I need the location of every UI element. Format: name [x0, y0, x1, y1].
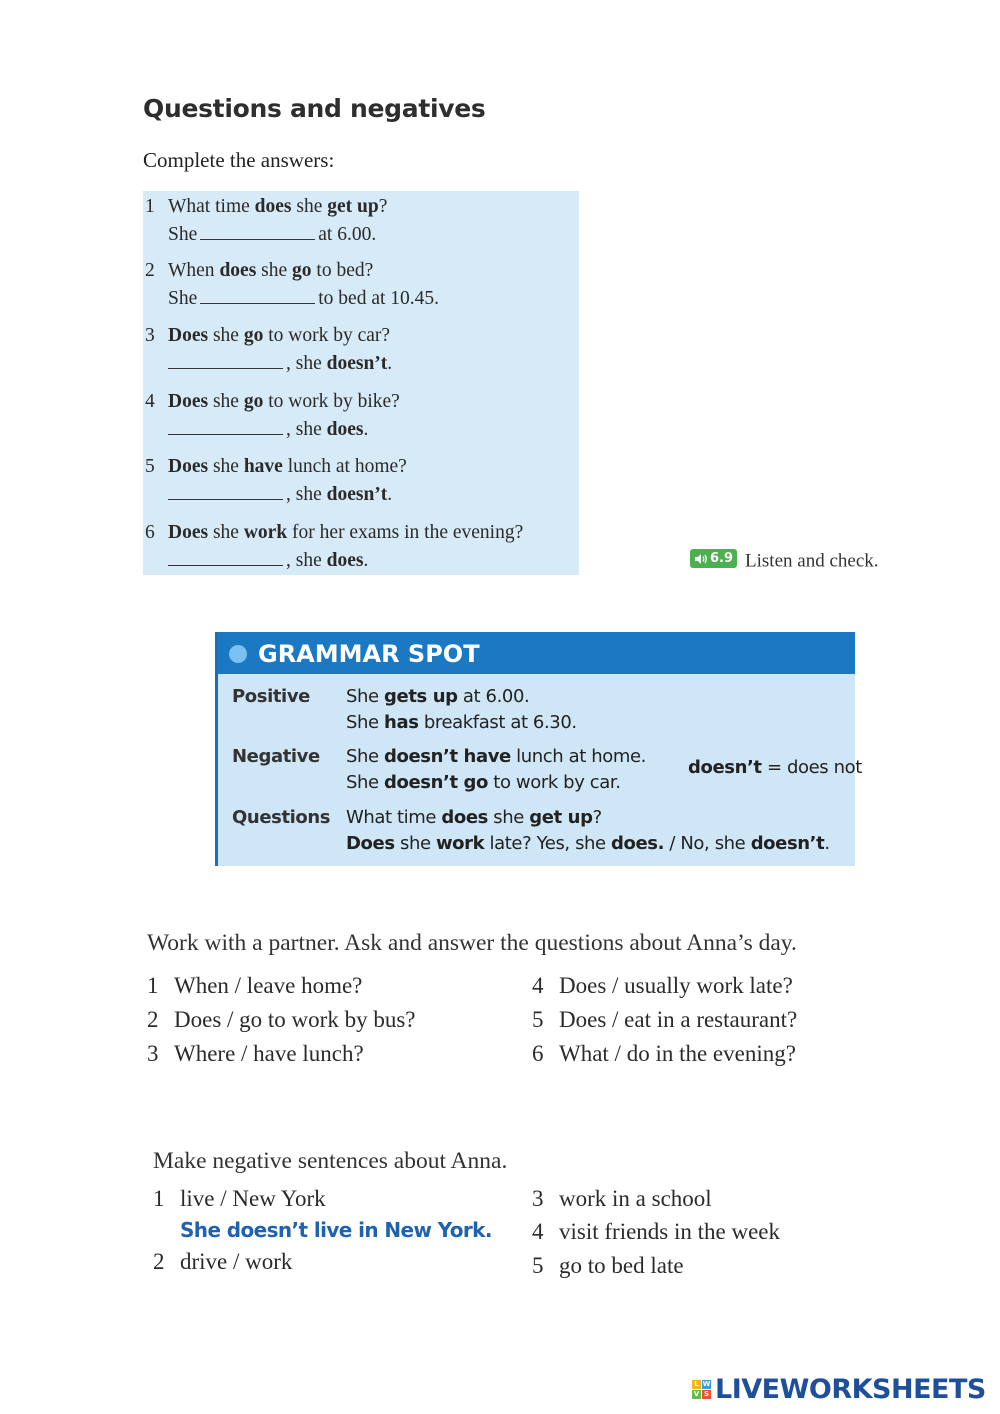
answer-text: She: [168, 224, 198, 245]
item-number: 4: [145, 391, 155, 412]
question-example-1: What time does she get up?: [346, 807, 602, 828]
question-bold: does: [254, 196, 292, 217]
answer-bold: does: [326, 419, 364, 440]
negative-example-2: She doesn’t go to work by car.: [346, 772, 621, 793]
doesnt-definition-note: doesn’t = does not: [688, 757, 862, 778]
item-number: 5: [145, 456, 155, 477]
question-text: When: [168, 260, 220, 281]
question-text: she: [208, 391, 244, 412]
exercise-3-item-4: 4 visit friends in the week: [532, 1219, 781, 1244]
question-bold: Does: [168, 325, 209, 346]
question-bold: work: [243, 522, 288, 543]
exercise-2-item-5: 5 Does / eat in a restaurant?: [532, 1007, 798, 1032]
track-number: 6.9: [710, 551, 734, 566]
exercise-3-item-1: 1 live / New York: [153, 1186, 326, 1211]
audio-track-badge[interactable]: [690, 549, 737, 568]
question-example-2: Does she work late? Yes, she does. / No, she doesn’t.: [346, 833, 830, 854]
answer-text: , she: [286, 484, 327, 505]
exercise-item-5: 5 Does she have lunch at home? , she doesn’t.: [143, 453, 407, 509]
answer-blank[interactable]: [168, 484, 283, 500]
exercise-2-item-2: 2 Does / go to work by bus?: [147, 1007, 416, 1032]
answer-text: at 6.00.: [318, 224, 377, 245]
answer-bold: doesn’t: [326, 353, 388, 374]
answer-text: , she: [286, 353, 327, 374]
listen-and-check: [690, 549, 879, 573]
positive-example-1: She gets up at 6.00.: [346, 686, 530, 707]
answer-blank[interactable]: [168, 550, 283, 566]
answer-text: to bed at 10.45.: [318, 288, 440, 309]
bullet-dot-icon: [229, 645, 247, 663]
question-bold: Does: [168, 522, 209, 543]
exercise-item-1: [143, 193, 387, 249]
question-text: ?: [378, 196, 388, 217]
question-bold: go: [292, 260, 312, 281]
positive-example-2: She has breakfast at 6.30.: [346, 712, 577, 733]
answer-bold: doesn’t: [326, 484, 388, 505]
example-answer: She doesn’t live in New York.: [180, 1218, 492, 1242]
exercise-3-item-3: 3 work in a school: [532, 1186, 712, 1211]
answer-blank[interactable]: [168, 353, 283, 369]
answer-text: , she: [286, 419, 327, 440]
question-text: she: [208, 325, 244, 346]
answer-blank[interactable]: [200, 224, 315, 240]
exercise-2-item-6: 6 What / do in the evening?: [532, 1041, 796, 1066]
positive-label: Positive: [232, 686, 310, 707]
answer-text: , she: [286, 550, 327, 571]
question-text: she: [291, 196, 328, 217]
grammar-spot-box: [215, 632, 862, 866]
answer-blank[interactable]: [168, 419, 283, 435]
negative-label: Negative: [232, 746, 320, 767]
question-text: she: [208, 522, 244, 543]
answer-text: She: [168, 288, 198, 309]
exercise-3-item-5: 5 go to bed late: [532, 1253, 684, 1278]
item-number: 2: [145, 260, 155, 281]
logo-text: LIVEWORKSHEETS: [715, 1374, 986, 1405]
grammar-spot-header: [218, 632, 855, 674]
question-bold: go: [243, 391, 264, 412]
question-bold: go: [243, 325, 264, 346]
liveworksheets-logo[interactable]: [692, 1374, 986, 1405]
question-text: for her exams in the evening?: [287, 522, 524, 543]
question-text: she: [256, 260, 293, 281]
logo-mark-icon: L W V S: [693, 1380, 711, 1398]
negative-example-1: She doesn’t have lunch at home.: [346, 746, 646, 767]
questions-label: Questions: [232, 807, 331, 828]
question-text: What time: [168, 196, 255, 217]
exercise-item-4: 4 Does she go to work by bike? , she does.: [143, 388, 400, 444]
item-number: 1: [145, 196, 155, 217]
question-text: she: [208, 456, 244, 477]
exercise-item-6: 6 Does she work for her exams in the evening? , she does.: [143, 519, 523, 575]
instruction-complete: Complete the answers:: [143, 148, 335, 172]
question-text: to work by bike?: [263, 391, 400, 412]
section-title: Questions and negatives: [143, 94, 486, 123]
exercise-item-3: 3 Does she go to work by car? , she doesn’t.: [143, 322, 392, 378]
question-bold: Does: [168, 456, 209, 477]
question-bold: Does: [168, 391, 209, 412]
answer-bold: does: [326, 550, 364, 571]
speaker-icon: [694, 553, 708, 565]
exercise-1-box: [143, 191, 579, 575]
question-bold: have: [243, 456, 283, 477]
grammar-spot-title: GRAMMAR SPOT: [258, 640, 480, 668]
exercise-3-title: Make negative sentences about Anna.: [153, 1148, 508, 1174]
exercise-3-item-2: 2 drive / work: [153, 1249, 293, 1274]
item-number: 6: [145, 522, 155, 543]
question-text: to work by car?: [263, 325, 391, 346]
exercise-2-item-1: 1 When / leave home?: [147, 973, 363, 998]
listen-text: Listen and check.: [745, 550, 879, 572]
exercise-2-item-4: 4 Does / usually work late?: [532, 973, 793, 998]
question-text: lunch at home?: [282, 456, 407, 477]
answer-blank[interactable]: [200, 288, 315, 304]
item-number: 3: [145, 325, 155, 346]
exercise-2-title: Work with a partner. Ask and answer the questions about Anna’s day.: [147, 930, 797, 956]
question-bold: get up: [327, 196, 379, 217]
question-bold: does: [219, 260, 257, 281]
question-text: to bed?: [311, 260, 374, 281]
exercise-item-2: [143, 257, 439, 313]
exercise-2-item-3: 3 Where / have lunch?: [147, 1041, 364, 1066]
